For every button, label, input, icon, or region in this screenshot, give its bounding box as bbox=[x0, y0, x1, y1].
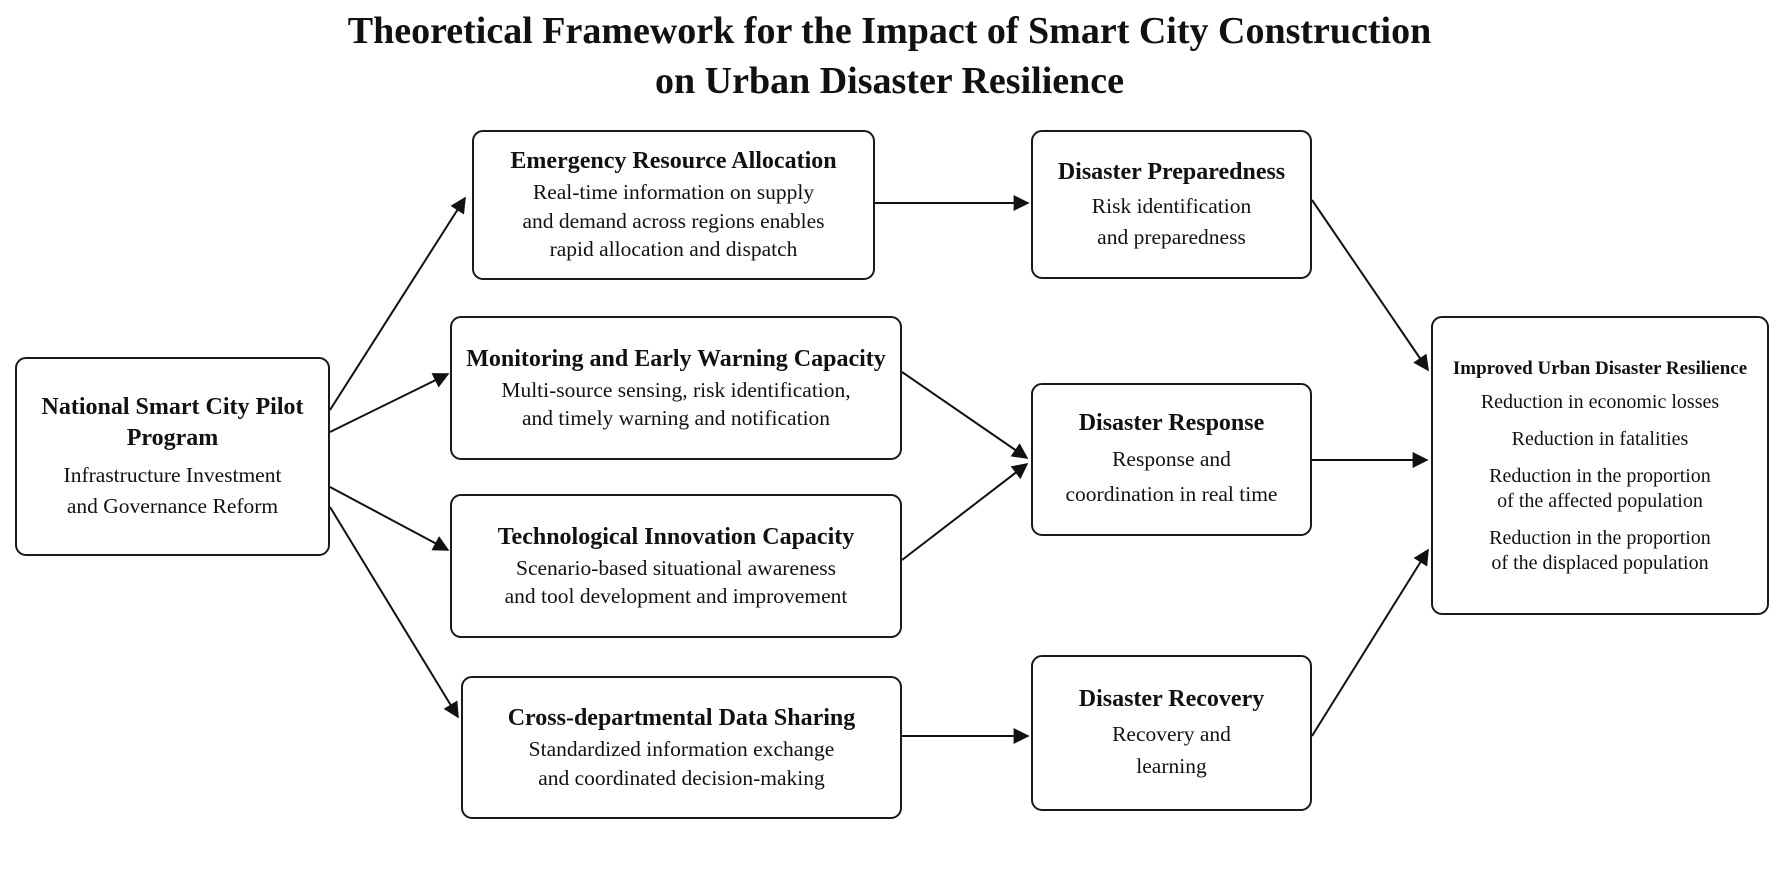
node-body bbox=[1066, 442, 1278, 512]
node-heading: Monitoring and Early Warning Capacity bbox=[466, 345, 886, 372]
node-body-line: Real-time information on supply bbox=[532, 180, 815, 205]
outcome-item bbox=[1481, 526, 1719, 576]
node-body bbox=[529, 735, 835, 792]
node-heading: Technological Innovation Capacity bbox=[497, 523, 855, 550]
outcome-item-line: of the affected population bbox=[1497, 489, 1703, 512]
node-body-line: and coordinated decision-making bbox=[538, 765, 825, 790]
node-body-line: Risk identification bbox=[1091, 193, 1252, 218]
node-body bbox=[1112, 718, 1231, 782]
node-body bbox=[522, 178, 824, 264]
node-body-line: rapid allocation and dispatch bbox=[549, 237, 798, 262]
arrow-pilot-to-data-sharing bbox=[330, 507, 458, 717]
node-body bbox=[64, 460, 282, 522]
node-body-line: Recovery and bbox=[1112, 722, 1231, 746]
outcome-item-line: Reduction in the proportion bbox=[1489, 464, 1711, 487]
node-body-line: and tool development and improvement bbox=[504, 584, 848, 608]
node-body bbox=[1092, 191, 1251, 253]
title-line-2: on Urban Disaster Resilience bbox=[655, 60, 1124, 102]
outcome-item-line: Reduction in economic losses bbox=[1480, 390, 1720, 413]
node-body-line: and Governance Reform bbox=[66, 493, 279, 518]
node-body-line: Multi-source sensing, risk identification, bbox=[501, 377, 851, 402]
outcome-item-line: Reduction in the proportion bbox=[1489, 526, 1711, 549]
node-heading: Improved Urban Disaster Resilience bbox=[1452, 357, 1748, 379]
node-disaster-response bbox=[1031, 383, 1312, 536]
node-body-line: Response and bbox=[1112, 446, 1231, 471]
node-heading: Emergency Resource Allocation bbox=[510, 148, 837, 175]
node-emergency-resource-allocation bbox=[472, 130, 875, 280]
node-body-line: and demand across regions enables bbox=[522, 208, 825, 233]
node-heading: National Smart City Pilot Program bbox=[41, 393, 304, 451]
node-body bbox=[505, 554, 848, 611]
node-monitoring-early-warning bbox=[450, 316, 902, 460]
node-technological-innovation bbox=[450, 494, 902, 638]
node-heading: Disaster Response bbox=[1078, 409, 1265, 436]
outcome-list bbox=[1481, 390, 1719, 576]
arrow-innovation-to-response bbox=[902, 464, 1027, 560]
outcome-item bbox=[1481, 390, 1719, 415]
node-improved-urban-disaster-resilience bbox=[1431, 316, 1769, 615]
arrow-preparedness-to-outcome bbox=[1312, 200, 1428, 370]
outcome-item-line: Reduction in fatalities bbox=[1511, 427, 1689, 450]
arrow-pilot-to-resource-allocation bbox=[330, 198, 465, 410]
arrow-recovery-to-outcome bbox=[1312, 550, 1428, 736]
node-disaster-recovery bbox=[1031, 655, 1312, 811]
node-body bbox=[501, 376, 850, 433]
node-heading: Cross-departmental Data Sharing bbox=[507, 705, 856, 731]
arrow-pilot-to-innovation bbox=[330, 487, 448, 550]
outcome-item-line: of the displaced population bbox=[1491, 551, 1709, 574]
arrow-monitoring-to-response bbox=[902, 372, 1027, 458]
node-body-line: and preparedness bbox=[1097, 224, 1246, 249]
node-body-line: coordination in real time bbox=[1065, 481, 1278, 506]
outcome-item bbox=[1481, 427, 1719, 452]
node-body-line: Infrastructure Investment bbox=[63, 462, 282, 487]
node-body-line: learning bbox=[1136, 754, 1207, 778]
node-heading: Disaster Preparedness bbox=[1057, 158, 1286, 185]
node-national-smart-city-pilot bbox=[15, 357, 330, 556]
node-body-line: Scenario-based situational awareness bbox=[515, 555, 836, 580]
node-disaster-preparedness bbox=[1031, 130, 1312, 279]
node-cross-departmental-data-sharing bbox=[461, 676, 902, 819]
title-line-1: Theoretical Framework for the Impact of Smart City Construction bbox=[347, 10, 1432, 52]
outcome-item bbox=[1481, 464, 1719, 514]
node-heading: Disaster Recovery bbox=[1078, 686, 1265, 712]
node-body-line: Standardized information exchange bbox=[528, 737, 835, 761]
node-body-line: and timely warning and notification bbox=[521, 406, 831, 430]
